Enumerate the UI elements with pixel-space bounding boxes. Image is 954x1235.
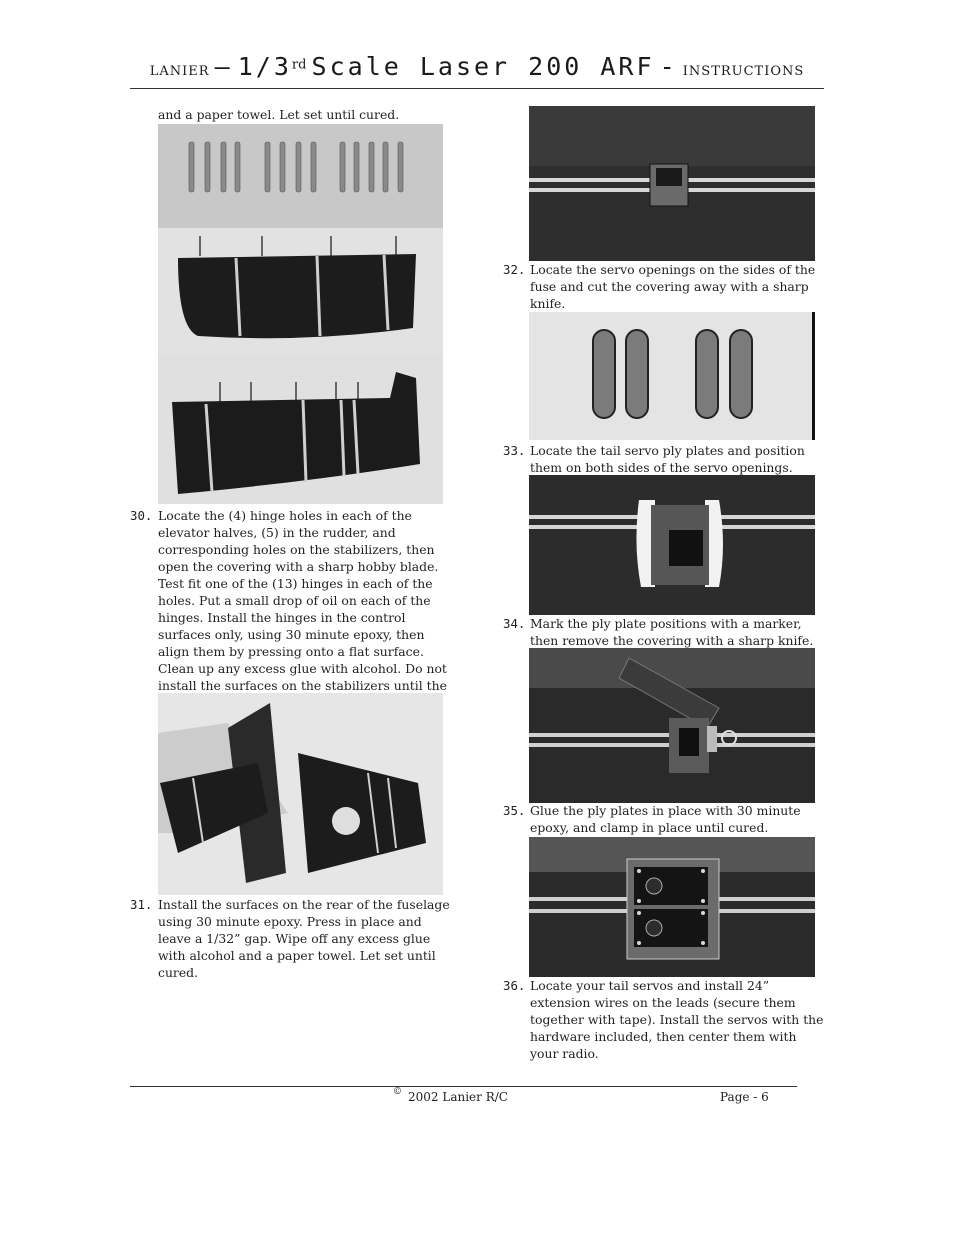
step-32-number: 32. <box>503 262 526 277</box>
ply-plates-photo <box>529 312 815 440</box>
installed-servos-photo <box>529 837 815 977</box>
copyright-symbol: © <box>393 1087 402 1097</box>
header-scale-sup: rd <box>291 57 307 73</box>
page-header <box>130 52 824 89</box>
step-35-text: Glue the ply plates in place with 30 minute epoxy, and clamp in place until cured. <box>530 803 801 835</box>
step-31-number: 31. <box>130 897 153 912</box>
rudder-elevator-photo <box>158 354 443 504</box>
header-instructions: INSTRUCTIONS <box>682 64 805 79</box>
header-dash-2: - <box>659 52 678 81</box>
marked-plates-photo <box>529 475 815 615</box>
footer-rule <box>130 1086 797 1087</box>
step-31-text: Install the surfaces on the rear of the fuselage using 30 minute epoxy. Press in place and leave a 1/32” gap. Wipe off any excess glue with alcohol and a paper towel. Let set until cured. <box>158 897 450 980</box>
intro-text: and a paper towel. Let set until cured. <box>158 107 400 122</box>
step-33-number: 33. <box>503 443 526 458</box>
step-34-number: 34. <box>503 616 526 631</box>
header-scale: 1/3 <box>237 52 292 81</box>
elevator-half-photo <box>158 228 443 354</box>
tail-assembly-photo <box>158 693 443 895</box>
hinges-photo <box>158 124 443 228</box>
step-32-text: Locate the servo openings on the sides of the fuse and cut the covering away with a sharp knife. <box>530 262 816 311</box>
header-title: Scale Laser 200 ARF <box>311 52 655 81</box>
clamped-plates-photo <box>529 648 815 803</box>
step-33-text: Locate the tail servo ply plates and position them on both sides of the servo openings. <box>530 443 805 475</box>
header-brand: LANIER <box>149 64 210 79</box>
step-30-text: Locate the (4) hinge holes in each of the elevator halves, (5) in the rudder, and corresponding holes on the stabilizers, then open the covering with a sharp hobby blade. Test fit one of the (13) hinges in each of the holes. Put a small drop of oil on each of the hinges. Install the hinges in the control surfaces only, using 30 minute epoxy, then align them by pressing onto a flat surface. Clean up any excess glue with alcohol. Do not install the surfaces on the stabilizers until the <box>158 508 447 693</box>
footer-copyright: 2002 Lanier R/C <box>408 1090 508 1104</box>
header-dash: – <box>214 52 233 81</box>
step-34-text: Mark the ply plate positions with a marker, then remove the covering with a sharp knife. <box>530 616 814 648</box>
servo-opening-photo <box>529 106 815 261</box>
step-36-number: 36. <box>503 978 526 993</box>
step-35-number: 35. <box>503 803 526 818</box>
step-36-text: Locate your tail servos and install 24” extension wires on the leads (secure them together with tape). Install the servos with the hardware included, then center them with your radio. <box>530 978 824 1061</box>
step-30-number: 30. <box>130 508 153 523</box>
footer-page-number: Page - 6 <box>720 1090 769 1104</box>
